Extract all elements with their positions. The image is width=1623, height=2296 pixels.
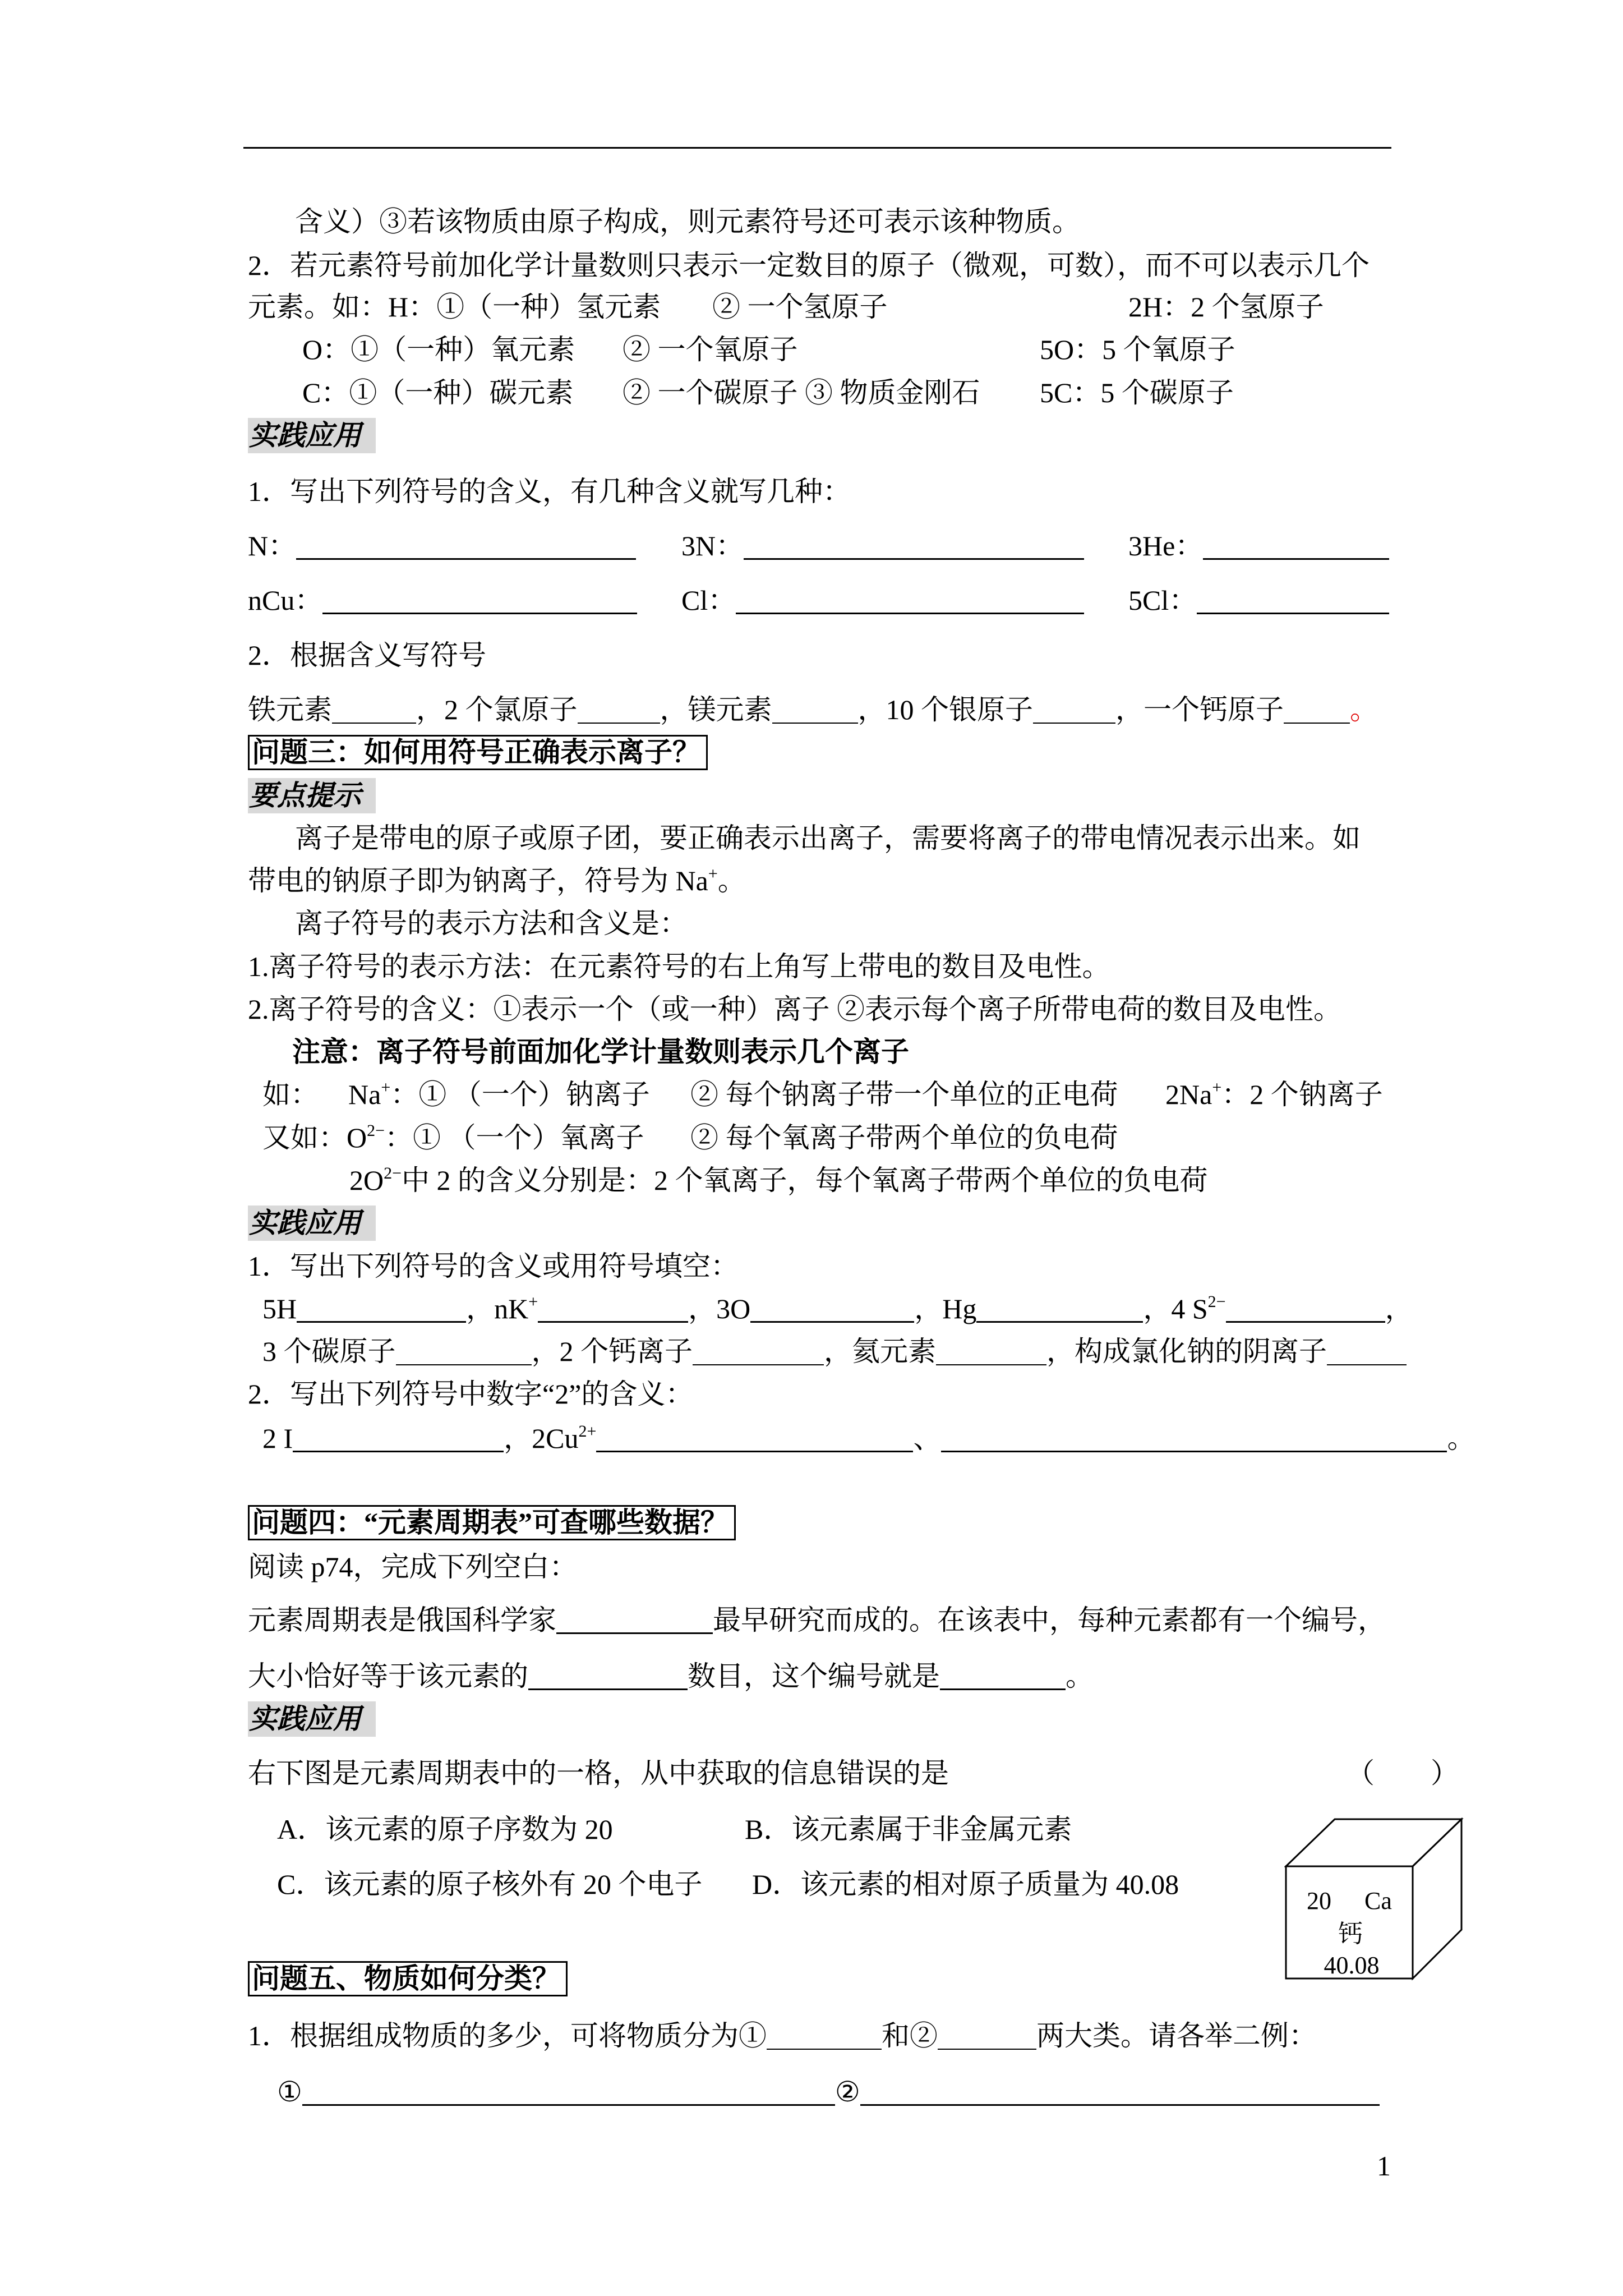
practice-2-question-2: 2．写出下列符号中数字“2”的含义：: [248, 1378, 694, 1410]
ion-symbol-meaning: 2.离子符号的含义：①表示一个（或一种）离子 ②表示每个离子所带电荷的数目及电性。: [248, 993, 1341, 1025]
charge-superscript: +: [528, 1292, 538, 1311]
ion-symbol: Na: [348, 1079, 381, 1110]
ion-meaning: ：① （一个）钠离子: [390, 1079, 650, 1110]
answer-blank: [396, 1342, 532, 1365]
ion-meaning: ：2 个钠离子: [1221, 1079, 1383, 1110]
symbol-cell: [248, 583, 637, 617]
practice-heading: 实践应用: [248, 1205, 376, 1241]
fill-prompt: 3 个碳原子: [262, 1336, 396, 1367]
atomic-number: 20: [1307, 1887, 1331, 1915]
fill-prompt: ，2 个钙离子: [531, 1336, 693, 1367]
question-text: 和②: [882, 2020, 938, 2051]
periodic-table-sentence-1: [248, 1603, 1386, 1637]
practice-1-question-1: 1．写出下列符号的含义，有几种含义就写几种：: [248, 476, 851, 507]
symbol-label: 3He：: [1128, 530, 1204, 562]
symbol-cell: [248, 529, 636, 563]
answer-blank: [772, 700, 858, 724]
charge-superscript: 2−: [367, 1121, 385, 1140]
answer-blank: [976, 1299, 1143, 1323]
hydrogen-atom: ② 一个氢原子: [712, 291, 888, 323]
ion-symbol: 2O: [349, 1165, 384, 1196]
charge-superscript: +: [381, 1078, 391, 1097]
answer-blank: [297, 1299, 466, 1323]
example-marker: ②: [834, 2076, 860, 2108]
example-marker: ①: [277, 2076, 302, 2108]
example-oxygen-ion: [262, 1121, 644, 1154]
intro-line-1: 含义）③若该物质由原子构成，则元素符号还可表示该种物质。: [295, 206, 1080, 237]
fill-prompt: ，2Cu: [504, 1423, 579, 1454]
answer-blank: [332, 700, 416, 724]
example-sodium-charge: ② 每个钠离子带一个单位的正电荷: [690, 1079, 1118, 1110]
oxygen-atom: ② 一个氧原子: [623, 334, 798, 365]
fill-prompt: ，3O: [688, 1293, 751, 1324]
symbol-cell: [1128, 583, 1389, 617]
answer-blank: [296, 536, 636, 560]
tips-heading: 要点提示: [248, 778, 376, 813]
fill-prompt: ，4 S: [1143, 1293, 1208, 1324]
answer-blank: [941, 1428, 1447, 1452]
answer-blank: [596, 1428, 913, 1452]
answer-blank: [538, 1299, 688, 1323]
practice-heading: 实践应用: [248, 418, 376, 453]
carbon-meaning: C：①（一种）碳元素: [302, 377, 574, 408]
section-4-title: 问题四：“元素周期表”可查哪些数据？: [248, 1505, 736, 1540]
fill-prompt: ，一个钙原子: [1115, 694, 1284, 725]
option-a: A．该元素的原子序数为 20: [277, 1814, 613, 1845]
example-prefix: 如：: [262, 1079, 319, 1110]
answer-blank: [1197, 590, 1389, 614]
note: 注意：离子符号前面加化学计量数则表示几个离子: [292, 1036, 909, 1068]
answer-blank: [767, 2026, 882, 2050]
sentence-text: 最早研究而成的。在该表中，每种元素都有一个编号，: [713, 1604, 1386, 1636]
periodic-element-tile: [1284, 1818, 1464, 1981]
option-b: B．该元素属于非金属元素: [745, 1814, 1072, 1845]
fill-prompt: 铁元素: [248, 694, 332, 725]
practice-heading: 实践应用: [248, 1701, 376, 1737]
question-text: 两大类。请各举二例：: [1036, 2020, 1317, 2051]
element-name: 钙: [1338, 1920, 1363, 1948]
section-3-title: 问题三：如何用符号正确表示离子？: [248, 735, 708, 770]
intro-line-2: 2．若元素符号前加化学计量数则只表示一定数目的原子（微观，可数），而不可以表示几个: [248, 250, 1370, 281]
fill-end: 。: [1447, 1423, 1476, 1454]
fill-prompt: ，nK: [466, 1293, 529, 1324]
answer-blank: [940, 1666, 1066, 1690]
answer-blank: [938, 2026, 1036, 2050]
answer-blank: [860, 2082, 1380, 2106]
symbol-label: Cl：: [681, 585, 736, 616]
symbol-cell: [1128, 529, 1389, 563]
fill-end: ，: [1385, 1293, 1413, 1324]
sentence-text: 大小恰好等于该元素的: [248, 1660, 528, 1692]
fill-prompt: ，氦元素: [824, 1336, 936, 1367]
answer-blank: [578, 700, 660, 724]
example-sodium-multiple: [1165, 1078, 1383, 1111]
charge-superscript: +: [708, 864, 718, 883]
ion-symbol: 又如：O: [262, 1122, 367, 1153]
symbol-label: 5Cl：: [1128, 585, 1197, 616]
header-rule: [243, 147, 1391, 149]
option-c: C．该元素的原子核外有 20 个电子: [277, 1869, 703, 1900]
answer-blank: [302, 2082, 835, 2106]
question-text: 1．根据组成物质的多少，可将物质分为①: [248, 2020, 767, 2051]
fill-prompt: ，2 个氯原子: [416, 694, 578, 725]
answer-blank: [1327, 1342, 1407, 1365]
oxygen-multiple: 5O：5 个氧原子: [1040, 334, 1235, 365]
symbol-label: nCu：: [248, 585, 323, 616]
answer-parentheses: （ ）: [1347, 1757, 1459, 1789]
answer-blank: [1226, 1299, 1385, 1323]
example-oxygen-charge: ② 每个氧离子带两个单位的负电荷: [690, 1122, 1118, 1153]
fill-separator: 、: [913, 1423, 942, 1454]
symbol-label: N：: [248, 530, 297, 562]
fill-prompt: 2 I: [262, 1423, 293, 1454]
ion-meaning: 中 2 的含义分别是：2 个氧离子，每个氧离子带两个单位的负电荷: [402, 1165, 1208, 1196]
answer-blank: [556, 1610, 713, 1634]
answer-blank: [1033, 700, 1115, 724]
charge-superscript: +: [1212, 1078, 1222, 1097]
answer-blank: [693, 1342, 824, 1365]
atomic-mass: 40.08: [1324, 1952, 1380, 1979]
carbon-atom: ② 一个碳原子 ③ 物质金刚石: [623, 377, 980, 408]
red-period: 。: [1350, 694, 1378, 725]
carbon-multiple: 5C：5 个碳原子: [1040, 377, 1234, 408]
number-meaning-line: [262, 1421, 1475, 1455]
fill-prompt: ，10 个银原子: [857, 694, 1033, 725]
example-2o-meaning: [349, 1163, 1208, 1197]
hydrogen-multiple: 2H：2 个氢原子: [1128, 291, 1324, 323]
tips-paragraph-2: [248, 864, 746, 898]
answer-blank: [1203, 536, 1389, 560]
ion-symbol-method: 1.离子符号的表示方法：在元素符号的右上角写上带电的数目及电性。: [248, 951, 1110, 982]
fill-prompt: ，镁元素: [660, 694, 772, 725]
answer-blank: [1284, 700, 1350, 724]
fill-prompt: ，构成氯化钠的阴离子: [1046, 1336, 1327, 1367]
answer-blank: [750, 1299, 914, 1323]
ion-fill-line: [262, 1292, 1413, 1326]
answer-blank: [736, 590, 1084, 614]
tips-paragraph-1: 离子是带电的原子或原子团，要正确表示出离子，需要将离子的带电情况表示出来。如: [295, 822, 1361, 854]
section-4-intro: 阅读 p74，完成下列空白：: [248, 1551, 578, 1582]
answer-blank: [936, 1342, 1046, 1365]
element-symbol: Ca: [1364, 1887, 1392, 1915]
practice-1-question-2: 2．根据含义写符号: [248, 639, 486, 671]
sentence-text: 元素周期表是俄国科学家: [248, 1604, 556, 1636]
sentence-text: 数目，这个编号就是: [688, 1660, 940, 1692]
tips-paragraph-3: 离子符号的表示方法和含义是：: [295, 908, 688, 939]
ion-write-line: [262, 1335, 1407, 1368]
symbol-cell: [681, 583, 1084, 617]
answer-blank: [322, 590, 637, 614]
periodic-table-sentence-2: [248, 1659, 1094, 1693]
answer-blank: [528, 1666, 688, 1690]
charge-superscript: 2−: [1207, 1292, 1226, 1311]
answer-blank: [293, 1428, 504, 1452]
charge-superscript: 2−: [384, 1164, 402, 1182]
tips-text: 带电的钠原子即为钠离子，符号为 Na: [248, 865, 708, 896]
practice-2-question-1: 1．写出下列符号的含义或用符号填空：: [248, 1250, 739, 1282]
tips-text-end: 。: [717, 865, 746, 896]
classification-question: [248, 2019, 1317, 2053]
ion-symbol: 2Na: [1165, 1079, 1212, 1110]
charge-superscript: 2+: [578, 1422, 597, 1441]
multiple-choice-question: 右下图是元素周期表中的一格，从中获取的信息错误的是: [248, 1757, 949, 1789]
answer-blank: [744, 536, 1084, 560]
classification-examples: [277, 2075, 1380, 2109]
ion-meaning: ：① （一个）氧离子: [385, 1122, 644, 1153]
option-d: D．该元素的相对原子质量为 40.08: [752, 1869, 1179, 1900]
symbol-cell: [681, 529, 1084, 563]
page-number: 1: [1377, 2150, 1391, 2182]
oxygen-meaning: O：①（一种）氧元素: [302, 334, 575, 365]
fill-prompt: 5H: [262, 1293, 297, 1324]
fill-prompt: ，Hg: [914, 1293, 977, 1324]
section-5-title: 问题五、物质如何分类？: [248, 1961, 568, 1996]
write-symbol-line: [248, 693, 1378, 726]
example-sodium-ion: [348, 1078, 650, 1111]
sentence-text: 。: [1066, 1660, 1094, 1692]
symbol-label: 3N：: [681, 530, 744, 562]
hydrogen-meaning: 元素。如：H：①（一种）氢元素: [248, 291, 661, 323]
